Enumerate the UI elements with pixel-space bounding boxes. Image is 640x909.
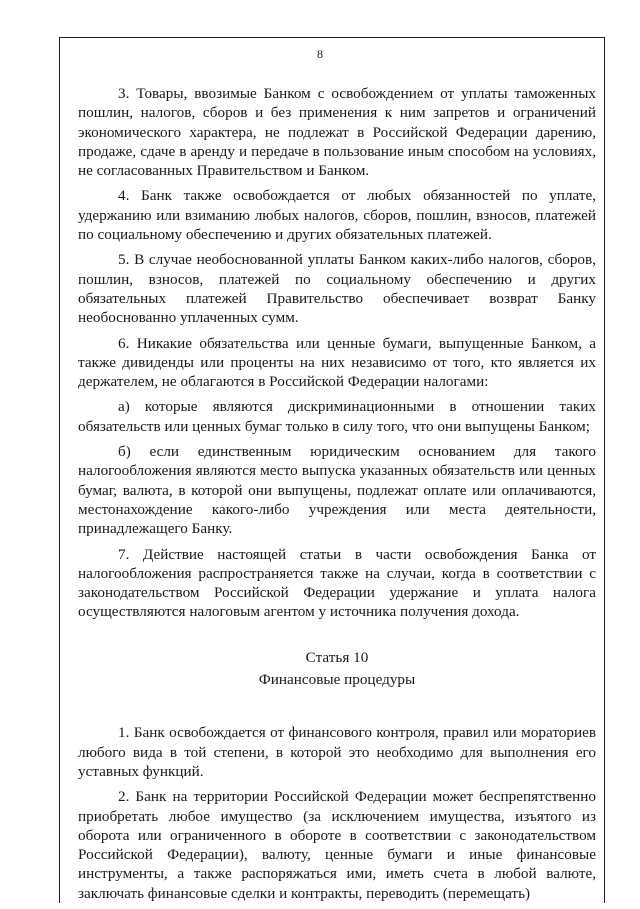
paragraph-1-financial-control: 1. Банк освобождается от финансового контроля, правил или мораториев любого вида в той степени, в которой это необходимо для выполнения его уставных функций. (78, 724, 596, 780)
article-title: Финансовые процедуры (258, 671, 416, 689)
paragraph-6-securities: 6. Никакие обязательства или ценные бумаги, выпущенные Банком, а также дивиденды или проценты на них независимо от того, кто является их держателем, не облагаются в Российской Федерации налогами: (78, 334, 596, 391)
article-heading: Статья 10 (305, 648, 369, 666)
paragraph-5-tax-refund: 5. В случае необоснованной уплаты Банком каких-либо налогов, сборов, пошлин, взносов, платежей по социальному обеспечению и других обязательных платежей Правительство обеспечивает возврат Банку необоснованно уплаченных сумм. (78, 251, 596, 327)
paragraph-7-tax-agent: 7. Действие настоящей статьи в части освобождения Банка от налогообложения распространяется также на случаи, когда в соответствии с законодательством Российской Федерации удержание и уплата налога осуществляются налоговым агентом у источника получения дохода. (78, 545, 596, 621)
page-number: 8 (317, 47, 323, 61)
paragraph-2-property-acquisition: 2. Банк на территории Российской Федерации может беспрепятственно приобретать любое имущество (за исключением имущества, изъятого из оборота или ограниченного в обороте в соответствии с законодательством Российской Федерации), валюту, ценные бумаги и иные финансовые инструменты, а также распоряжаться ими, иметь счета в любой валюте, заключать финансовые сделки и контракты, переводить (перемещать) (78, 788, 596, 902)
paragraph-4-tax-obligations: 4. Банк также освобождается от любых обязанностей по уплате, удержанию или взиманию любых налогов, сборов, пошлин, взносов, платежей по социальному обеспечению и других обязательных платежей. (78, 187, 596, 244)
document-body (78, 84, 596, 909)
subparagraph-b-jurisdiction: б) если единственным юридическим основанием для такого налогообложения являются место выпуска указанных обязательств или ценных бумаг, валюта, в которой они выпущены, подлежат оплате или оплачиваются, местонахождение какого-либо учреждения или места деятельности, принадлежащего Банку. (78, 443, 596, 538)
paragraph-3-goods-import: 3. Товары, ввозимые Банком с освобождением от уплаты таможенных пошлин, налогов, сборов и без применения к ним запретов и ограничений экономического характера, не подлежат в Российской Федерации дарению, продаже, сдаче в аренду и передаче в пользование иным способом на условиях, не согласованных Правительством и Банком. (78, 85, 596, 180)
subparagraph-a-discriminatory: а) которые являются дискриминационными в отношении таких обязательств или ценных бумаг только в силу того, что они выпущены Банком; (78, 398, 596, 435)
